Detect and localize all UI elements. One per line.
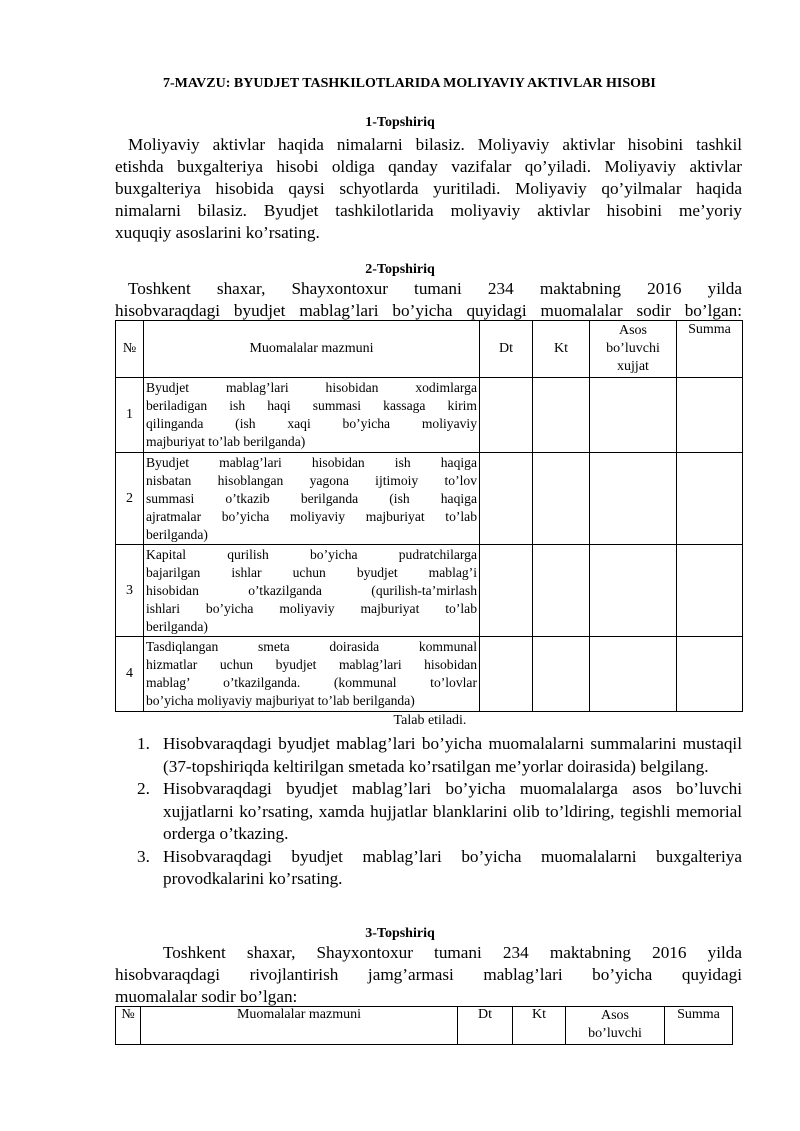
- task1-heading: 1-Topshiriq: [365, 115, 435, 130]
- row-content: Kapital qurilish bo’yicha pudratchilarga bajarilgan ishlar uchun byudjet mablag’i hisobidan o’tkazilganda (qurilish-ta’mirlash ishlari bo’yicha moliyaviy majburiyat to’lab berilganda): [144, 545, 480, 637]
- row-sum: [677, 453, 743, 545]
- row-debit: [480, 545, 533, 637]
- row-credit: [533, 378, 590, 453]
- row-basis: [590, 453, 677, 545]
- paragraph-line: nimalarni bilasiz. Byudjet tashkilotlarida moliyaviy aktivlar hisobini me’yoriy: [115, 201, 742, 220]
- header-content: Muomalalar mazmuni: [141, 1007, 458, 1045]
- row-basis: [590, 545, 677, 637]
- row-basis: [590, 637, 677, 712]
- task3-heading: 3-Topshiriq: [365, 926, 435, 941]
- header-sum: Summa: [677, 321, 743, 378]
- table-row: [116, 545, 743, 637]
- row-basis: [590, 378, 677, 453]
- paragraph-line: etishda buxgalteriya hisobi oldiga qanday vazifalar qo’yiladi. Moliyaviy aktivlar: [115, 157, 742, 176]
- row-number: 4: [116, 637, 144, 712]
- operations-table: [115, 320, 743, 712]
- row-number: 2: [116, 453, 144, 545]
- header-credit: Kt: [513, 1007, 566, 1045]
- header-credit: Kt: [533, 321, 590, 378]
- paragraph-line: hisobvaraqdagi rivojlantirish jamg’armasi mablag’lari bo’yicha quyidagi: [115, 965, 742, 984]
- row-content: Byudjet mablag’lari hisobidan xodimlarga beriladigan ish haqi summasi kassaga kirim qilinganda (ish xaqi bo’yicha moliyaviy majburiyat to’lab berilganda): [144, 378, 480, 453]
- row-credit: [533, 545, 590, 637]
- row-sum: [677, 545, 743, 637]
- row-debit: [480, 378, 533, 453]
- header-basis-document: Asos bo’luvchi: [566, 1007, 665, 1045]
- header-number: №: [116, 1007, 141, 1045]
- requirements-note: Talab etiladi.: [393, 713, 467, 728]
- row-sum: [677, 637, 743, 712]
- task3-paragraph: [115, 942, 742, 1008]
- table-row: [116, 453, 743, 545]
- row-credit: [533, 453, 590, 545]
- row-debit: [480, 453, 533, 545]
- row-debit: [480, 637, 533, 712]
- table-row: [116, 378, 743, 453]
- header-content: Muomalalar mazmuni: [144, 321, 480, 378]
- paragraph-line: Toshkent shaxar, Shayxontoxur tumani 234 maktabning 2016 yilda: [163, 943, 742, 962]
- row-number: 1: [116, 378, 144, 453]
- task2-heading: 2-Topshiriq: [365, 262, 435, 277]
- task2-paragraph: [115, 278, 742, 322]
- header-debit: Dt: [480, 321, 533, 378]
- header-basis-document: Asos bo’luvchi xujjat: [590, 321, 677, 378]
- table-row: [116, 637, 743, 712]
- table-header-row: [116, 1007, 733, 1045]
- header-number: №: [116, 321, 144, 378]
- list-item: 3. Hisobvaraqdagi byudjet mablag’lari bo’yicha muomalalarni buxgalteriya provodkalarini ko’rsating.: [137, 846, 742, 888]
- list-item: 2. Hisobvaraqdagi byudjet mablag’lari bo’yicha muomalalarga asos bo’luvchi xujjatlarni ko’rsating, xamda hujjatlar blanklarini olib to’ldiring, tegishli memorial orderga o’tkazing.: [137, 779, 742, 843]
- row-content: Byudjet mablag’lari hisobidan ish haqiga nisbatan hisoblangan yagona ijtimoiy to’lov summasi o’tkazib berilganda (ish haqiga ajratmalar bo’yicha moliyaviy majburiyat to’lab berilganda): [144, 453, 480, 545]
- paragraph-line: buxgalteriya hisobida qaysi schyotlarda yuritiladi. Moliyaviy qo’yilmalar haqida: [115, 179, 742, 198]
- paragraph-line: Moliyaviy aktivlar haqida nimalarni bilasiz. Moliyaviy aktivlar hisobini tashkil: [128, 135, 742, 154]
- row-sum: [677, 378, 743, 453]
- paragraph-line: hisobvaraqdagi byudjet mablag’lari bo’yicha quyidagi muomalalar sodir bo’lgan:: [115, 301, 742, 320]
- document-title: 7-MAVZU: BYUDJET TASHKILOTLARIDA MOLIYAVIY AKTIVLAR HISOBI: [163, 76, 656, 91]
- paragraph-line: muomalalar sodir bo’lgan:: [115, 987, 298, 1006]
- paragraph-line: Toshkent shaxar, Shayxontoxur tumani 234 maktabning 2016 yilda: [128, 279, 742, 298]
- list-item: 1. Hisobvaraqdagi byudjet mablag’lari bo’yicha muomalalarni summalarini mustaqil (37-topshiriqda keltirilgan smetada ko’rsatilgan me’yorlar doirasida) belgilang.: [137, 734, 742, 776]
- header-debit: Dt: [458, 1007, 513, 1045]
- row-content: Tasdiqlangan smeta doirasida kommunal hizmatlar uchun byudjet mablag’lari hisobidan mablag’ o’tkazilganda. (kommunal to’lovlar bo’yicha moliyaviy majburiyat to’lab berilganda): [144, 637, 480, 712]
- task1-paragraph: [115, 134, 742, 244]
- header-sum: Summa: [665, 1007, 733, 1045]
- table-header-row: [116, 321, 743, 378]
- requirements-list: [115, 733, 742, 891]
- row-credit: [533, 637, 590, 712]
- paragraph-line: xuquqiy asoslarini ko’rsating.: [115, 223, 320, 242]
- operations-table-2: [115, 1006, 733, 1045]
- row-number: 3: [116, 545, 144, 637]
